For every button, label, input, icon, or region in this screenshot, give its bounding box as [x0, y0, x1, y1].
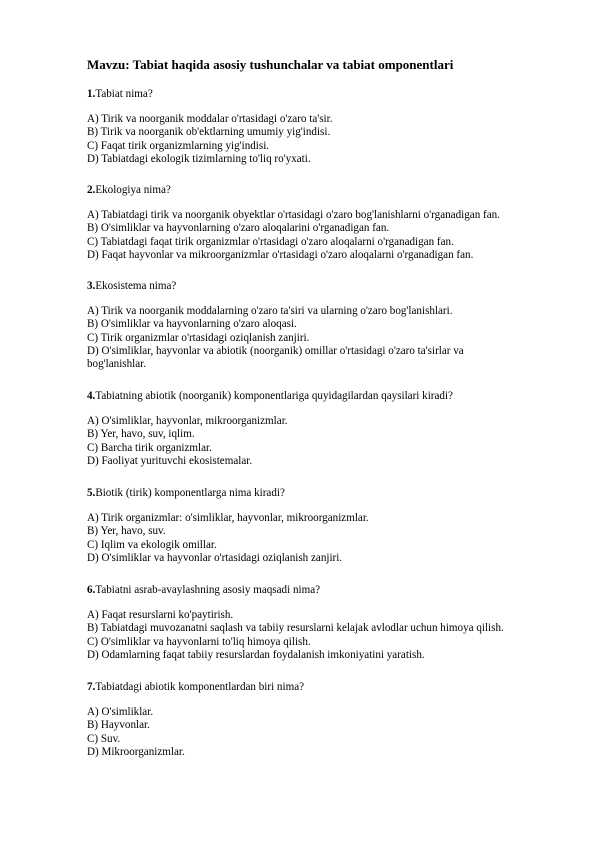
question-block-1 — [87, 88, 557, 166]
question-number: 7. — [87, 681, 96, 693]
question-label: Tabiatni asrab-avaylashning asosiy maqsadi nima? — [95, 584, 321, 596]
answer-option-a: A) Tirik organizmlar: o'simliklar, hayvonlar, mikroorganizmlar. — [87, 512, 369, 525]
question-text — [87, 88, 557, 101]
answer-option-a: A) Tirik va noorganik moddalar o'rtasidagi o'zaro ta'sir. — [87, 113, 333, 126]
question-block-7 — [87, 681, 557, 759]
answer-option-c: C) Tirik organizmlar o'rtasidagi oziqlanish zanjiri. — [87, 331, 310, 344]
question-label: Tabiat nima? — [95, 88, 153, 100]
answer-option-b: B) O'simliklar va hayvonlarning o'zaro aloqalarini o'rganadigan fan. — [87, 222, 390, 235]
question-block-5 — [87, 487, 557, 565]
answer-option-a: A) Tabiatdagi tirik va noorganik obyektlar o'rtasidagi o'zaro bog'lanishlarni o'rganadigan fan. — [87, 209, 500, 222]
answer-option-d: D) O'simliklar va hayvonlar o'rtasidagi oziqlanish zanjiri. — [87, 551, 343, 564]
answer-options — [87, 305, 557, 371]
question-text — [87, 681, 557, 694]
answer-option-b: B) Tabiatdagi muvozanatni saqlash va tabiiy resurslarni kelajak avlodlar uchun himoya qilish. — [87, 622, 504, 635]
answer-option-d: D) O'simliklar, hayvonlar va abiotik (noorganik) omillar o'rtasidagi o'zaro ta'sirlar va bog'lanishlar. — [87, 344, 464, 371]
answer-option-b: B) Yer, havo, suv, iqlim. — [87, 428, 195, 441]
answer-option-d: D) Faoliyat yurituvchi ekosistemalar. — [87, 454, 253, 467]
answer-option-c: C) Faqat tirik organizmlarning yig'indisi. — [87, 139, 270, 152]
question-number: 6. — [87, 584, 96, 596]
answer-option-d: D) Tabiatdagi ekologik tizimlarning to'liq ro'yxati. — [87, 152, 311, 165]
question-block-2 — [87, 184, 557, 262]
answer-option-c: C) Tabiatdagi faqat tirik organizmlar o'rtasidagi o'zaro aloqalarni o'rganadigan fan. — [87, 235, 454, 248]
answer-options — [87, 706, 557, 759]
page-title: Mavzu: Tabiat haqida asosiy tushunchalar va tabiat omponentlari — [87, 57, 454, 72]
answer-option-d: D) Faqat hayvonlar va mikroorganizmlar o'rtasidagi o'zaro aloqalarni o'rganadigan fan. — [87, 248, 474, 261]
question-number: 4. — [87, 390, 96, 402]
question-number: 3. — [87, 280, 96, 292]
answer-option-b: B) Hayvonlar. — [87, 719, 150, 732]
question-text — [87, 184, 557, 197]
answer-options — [87, 609, 557, 662]
question-label: Biotik (tirik) komponentlarga nima kiradi? — [95, 487, 285, 499]
answer-option-d: D) Mikroorganizmlar. — [87, 745, 185, 758]
answer-options — [87, 415, 557, 468]
answer-options — [87, 113, 557, 166]
answer-options — [87, 209, 557, 262]
answer-option-a: A) O'simliklar, hayvonlar, mikroorganizmlar. — [87, 415, 288, 428]
answer-option-c: C) Suv. — [87, 732, 121, 745]
question-text — [87, 584, 557, 597]
question-number: 2. — [87, 184, 96, 196]
answer-option-d: D) Odamlarning faqat tabiiy resurslardan foydalanish imkoniyatini yaratish. — [87, 648, 425, 661]
question-label: Tabiatning abiotik (noorganik) komponentlariga quyidagilardan qaysilari kiradi? — [95, 390, 453, 402]
question-label: Tabiatdagi abiotik komponentlardan biri nima? — [95, 681, 305, 693]
answer-option-a: A) Faqat resurslarni ko'paytirish. — [87, 609, 234, 622]
question-text — [87, 390, 557, 403]
question-block-3 — [87, 280, 557, 371]
answer-option-b: B) Yer, havo, suv. — [87, 525, 166, 538]
question-block-6 — [87, 584, 557, 662]
answer-options — [87, 512, 557, 565]
question-text — [87, 280, 557, 293]
answer-option-c: C) O'simliklar va hayvonlarni to'liq himoya qilish. — [87, 635, 311, 648]
question-label: Ekologiya nima? — [95, 184, 171, 196]
question-label: Ekosistema nima? — [95, 280, 177, 292]
question-number: 1. — [87, 88, 96, 100]
answer-option-c: C) Iqlim va ekologik omillar. — [87, 538, 217, 551]
answer-option-a: A) Tirik va noorganik moddalarning o'zaro ta'siri va ularning o'zaro bog'lanishlari. — [87, 305, 453, 318]
answer-option-b: B) O'simliklar va hayvonlarning o'zaro aloqasi. — [87, 318, 297, 331]
question-block-4 — [87, 390, 557, 468]
question-number: 5. — [87, 487, 96, 499]
answer-option-c: C) Barcha tirik organizmlar. — [87, 441, 212, 454]
answer-option-b: B) Tirik va noorganik ob'ektlarning umumiy yig'indisi. — [87, 126, 331, 139]
question-text — [87, 487, 557, 500]
answer-option-a: A) O'simliklar. — [87, 706, 154, 719]
